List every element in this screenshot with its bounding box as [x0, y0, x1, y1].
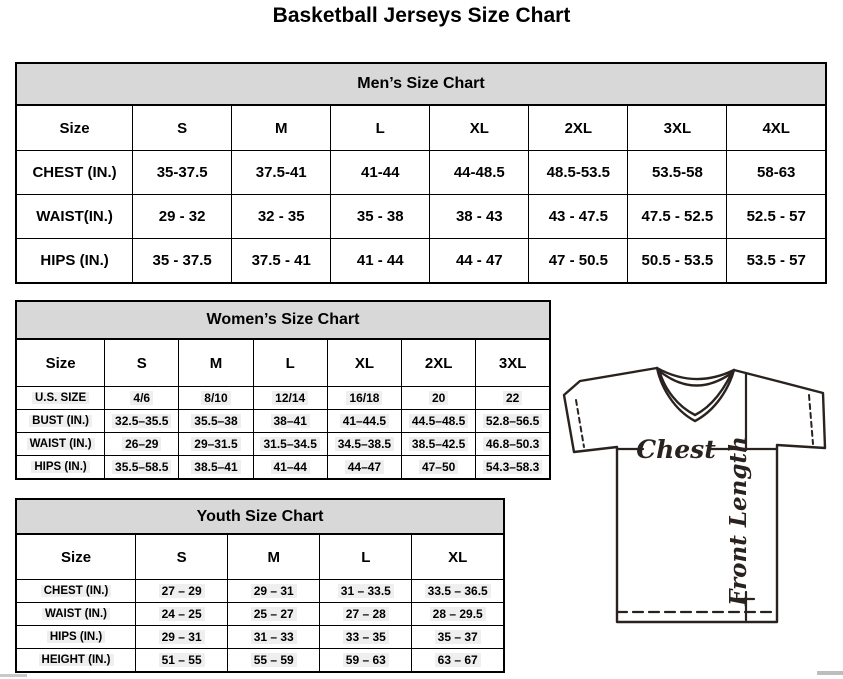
size-cell: 44-48.5	[430, 151, 529, 195]
column-header: M	[228, 534, 320, 580]
size-cell: 52.5 - 57	[727, 195, 826, 239]
size-cell: 35.5–38	[179, 410, 253, 433]
size-cell: 31 – 33	[228, 626, 320, 649]
size-cell: 27 – 28	[320, 603, 412, 626]
table-row	[16, 603, 504, 626]
column-header: XL	[412, 534, 504, 580]
column-header: Size	[16, 339, 105, 387]
table-row	[16, 626, 504, 649]
size-cell: 32.5–35.5	[105, 410, 179, 433]
size-cell: 31.5–34.5	[253, 433, 327, 456]
size-cell: 35 - 38	[331, 195, 430, 239]
column-header-row	[16, 339, 550, 387]
row-label: HIPS (IN.)	[16, 626, 136, 649]
size-cell: 35 – 37	[412, 626, 504, 649]
column-header: M	[179, 339, 253, 387]
size-cell: 22	[476, 387, 550, 410]
womens-table	[15, 300, 551, 480]
horizontal-scrollbar-fragment-left[interactable]	[0, 674, 27, 677]
size-cell: 27 – 29	[136, 580, 228, 603]
size-cell: 4/6	[105, 387, 179, 410]
row-label: HIPS (IN.)	[16, 239, 133, 284]
size-cell: 55 – 59	[228, 649, 320, 673]
right-cuff-dashed-line	[809, 395, 813, 444]
row-label: WAIST (IN.)	[16, 433, 105, 456]
size-cell: 26–29	[105, 433, 179, 456]
size-cell: 50.5 - 53.5	[628, 239, 727, 284]
column-header-row	[16, 105, 826, 151]
size-cell: 29 – 31	[228, 580, 320, 603]
size-cell: 38 - 43	[430, 195, 529, 239]
size-cell: 53.5-58	[628, 151, 727, 195]
size-cell: 32 - 35	[232, 195, 331, 239]
table-row	[16, 387, 550, 410]
column-header: S	[133, 105, 232, 151]
womens-size-table	[15, 300, 551, 480]
size-cell: 58-63	[727, 151, 826, 195]
mens-table-title: Men’s Size Chart	[16, 63, 826, 105]
youth-size-table	[15, 498, 505, 673]
size-cell: 29 – 31	[136, 626, 228, 649]
row-label: U.S. SIZE	[16, 387, 105, 410]
size-cell: 37.5-41	[232, 151, 331, 195]
column-header: L	[331, 105, 430, 151]
size-cell: 43 - 47.5	[529, 195, 628, 239]
size-cell: 29–31.5	[179, 433, 253, 456]
table-row	[16, 433, 550, 456]
table-row	[16, 456, 550, 480]
jersey-outline	[564, 368, 825, 622]
size-cell: 41–44.5	[327, 410, 401, 433]
size-cell: 16/18	[327, 387, 401, 410]
column-header: L	[320, 534, 412, 580]
column-header: 4XL	[727, 105, 826, 151]
column-header: 2XL	[529, 105, 628, 151]
horizontal-scrollbar-fragment-right[interactable]	[817, 671, 843, 675]
jersey-svg	[556, 363, 838, 629]
row-label: HEIGHT (IN.)	[16, 649, 136, 673]
chest-label: Chest	[636, 435, 716, 464]
column-header: 3XL	[476, 339, 550, 387]
size-cell: 12/14	[253, 387, 327, 410]
size-cell: 33.5 – 36.5	[412, 580, 504, 603]
row-label: CHEST (IN.)	[16, 580, 136, 603]
row-label: WAIST (IN.)	[16, 603, 136, 626]
size-cell: 46.8–50.3	[476, 433, 550, 456]
size-cell: 35.5–58.5	[105, 456, 179, 480]
column-header: 2XL	[402, 339, 476, 387]
size-cell: 33 – 35	[320, 626, 412, 649]
size-cell: 35-37.5	[133, 151, 232, 195]
size-cell: 53.5 - 57	[727, 239, 826, 284]
left-cuff-dashed-line	[576, 400, 584, 447]
size-cell: 37.5 - 41	[232, 239, 331, 284]
column-header: Size	[16, 105, 133, 151]
row-label: BUST (IN.)	[16, 410, 105, 433]
size-cell: 47.5 - 52.5	[628, 195, 727, 239]
table-row	[16, 580, 504, 603]
size-cell: 35 - 37.5	[133, 239, 232, 284]
size-cell: 44–47	[327, 456, 401, 480]
column-header: XL	[430, 105, 529, 151]
size-cell: 25 – 27	[228, 603, 320, 626]
page-title: Basketball Jerseys Size Chart	[272, 4, 571, 27]
size-cell: 41 - 44	[331, 239, 430, 284]
row-label: WAIST(IN.)	[16, 195, 133, 239]
table-row	[16, 239, 826, 284]
size-cell: 48.5-53.5	[529, 151, 628, 195]
youth-table	[15, 498, 505, 673]
row-label: HIPS (IN.)	[16, 456, 105, 480]
front-length-label: Front Length	[725, 436, 752, 606]
size-cell: 41–44	[253, 456, 327, 480]
row-label: CHEST (IN.)	[16, 151, 133, 195]
size-cell: 51 – 55	[136, 649, 228, 673]
size-cell: 44.5–48.5	[402, 410, 476, 433]
size-cell: 41-44	[331, 151, 430, 195]
column-header: S	[105, 339, 179, 387]
size-cell: 38.5–42.5	[402, 433, 476, 456]
mens-size-table	[15, 62, 827, 284]
size-cell: 63 – 67	[412, 649, 504, 673]
table-row	[16, 410, 550, 433]
size-cell: 8/10	[179, 387, 253, 410]
size-cell: 20	[402, 387, 476, 410]
size-cell: 59 – 63	[320, 649, 412, 673]
mens-table	[15, 62, 827, 284]
size-cell: 29 - 32	[133, 195, 232, 239]
size-cell: 52.8–56.5	[476, 410, 550, 433]
size-cell: 28 – 29.5	[412, 603, 504, 626]
jersey-diagram	[556, 363, 838, 629]
size-cell: 38–41	[253, 410, 327, 433]
column-header: L	[253, 339, 327, 387]
column-header: 3XL	[628, 105, 727, 151]
column-header: M	[232, 105, 331, 151]
column-header: XL	[327, 339, 401, 387]
size-cell: 54.3–58.3	[476, 456, 550, 480]
size-cell: 38.5–41	[179, 456, 253, 480]
size-cell: 47 - 50.5	[529, 239, 628, 284]
column-header-row	[16, 534, 504, 580]
column-header: S	[136, 534, 228, 580]
table-row	[16, 649, 504, 673]
collar-arc-inner	[658, 370, 733, 386]
size-cell: 24 – 25	[136, 603, 228, 626]
size-cell: 34.5–38.5	[327, 433, 401, 456]
table-row	[16, 151, 826, 195]
table-row	[16, 195, 826, 239]
size-cell: 31 – 33.5	[320, 580, 412, 603]
size-cell: 44 - 47	[430, 239, 529, 284]
size-cell: 47–50	[402, 456, 476, 480]
column-header: Size	[16, 534, 136, 580]
womens-table-title: Women’s Size Chart	[16, 301, 550, 339]
youth-table-title: Youth Size Chart	[16, 499, 504, 534]
